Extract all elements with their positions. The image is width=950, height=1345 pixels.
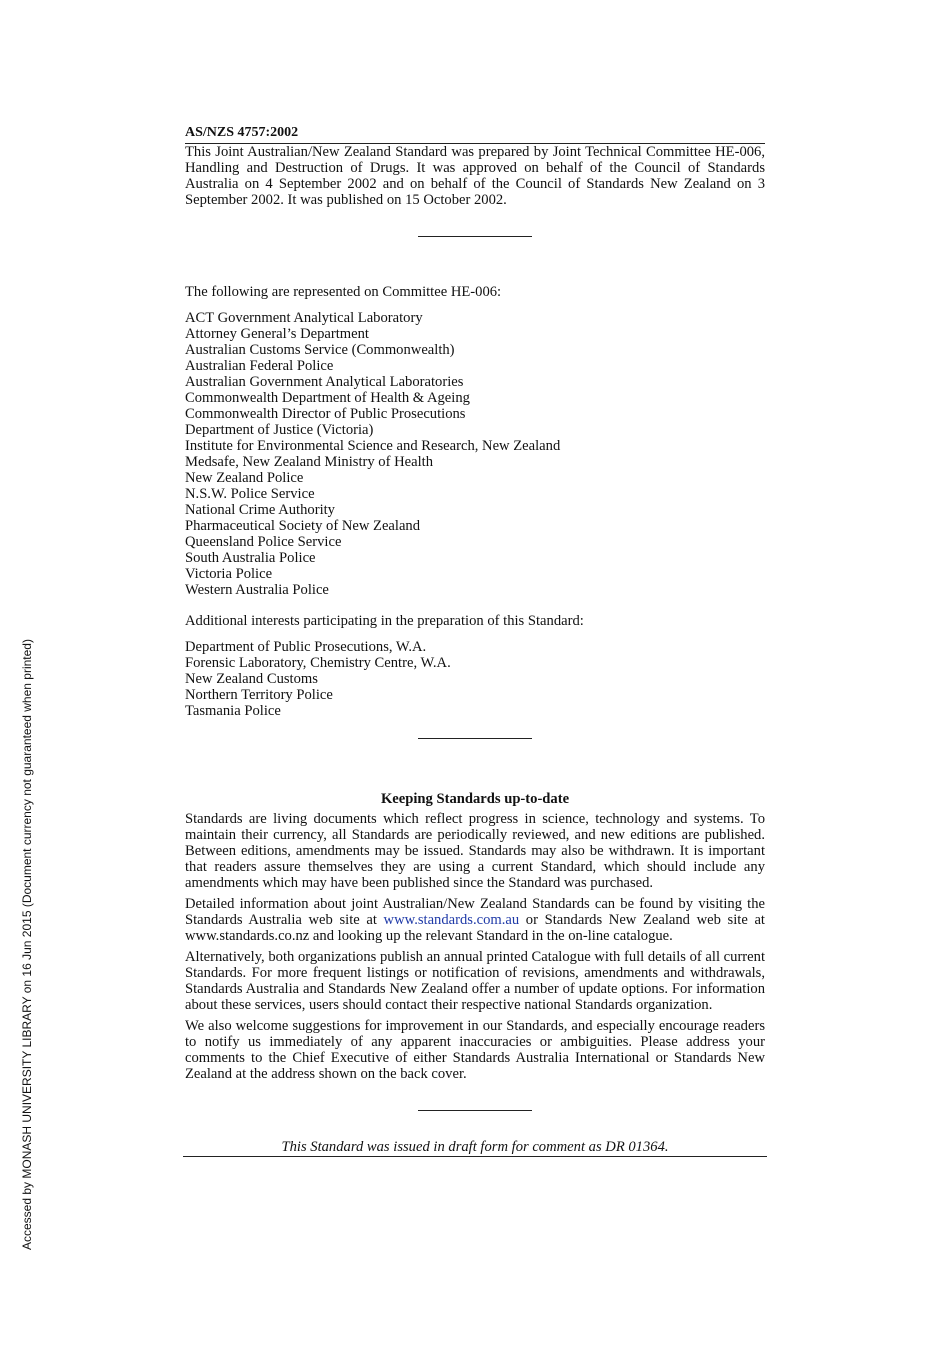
list-item: Department of Justice (Victoria) — [185, 422, 374, 438]
draft-note: This Standard was issued in draft form for comment as DR 01364. — [281, 1139, 669, 1155]
list-item: Australian Customs Service (Commonwealth) — [185, 342, 455, 358]
list-item: Tasmania Police — [185, 703, 281, 719]
list-item: National Crime Authority — [185, 502, 335, 518]
list-item: N.S.W. Police Service — [185, 486, 315, 502]
access-watermark: Accessed by MONASH UNIVERSITY LIBRARY on 16 Jun 2015 (Document currency not guaranteed when printed) — [20, 639, 34, 1250]
additional-members-list — [185, 639, 765, 719]
list-item: Commonwealth Director of Public Prosecutions — [185, 406, 466, 422]
list-item: Forensic Laboratory, Chemistry Centre, W.A. — [185, 655, 451, 671]
committee-members-list — [185, 310, 765, 598]
section-divider — [418, 738, 532, 739]
list-item: ACT Government Analytical Laboratory — [185, 310, 423, 326]
list-item: Northern Territory Police — [185, 687, 333, 703]
list-item: Australian Government Analytical Laboratories — [185, 374, 464, 390]
standard-code: AS/NZS 4757:2002 — [185, 125, 299, 140]
intro-paragraph: This Joint Australian/New Zealand Standard was prepared by Joint Technical Committee HE-006, Handling and Destruction of Drugs. It was approved on behalf of the Council of Standards Australia on 4 September 2002 and on behalf of the Council of Standards New Zealand on 3 September 2002. It was published on 15 October 2002. — [185, 144, 765, 208]
list-item: New Zealand Customs — [185, 671, 318, 687]
document-page — [185, 124, 765, 1157]
list-item: New Zealand Police — [185, 470, 304, 486]
list-item: South Australia Police — [185, 550, 316, 566]
list-item: Medsafe, New Zealand Ministry of Health — [185, 454, 434, 470]
additional-intro: Additional interests participating in the preparation of this Standard: — [185, 613, 584, 629]
section-divider — [418, 236, 532, 237]
list-item: Victoria Police — [185, 566, 273, 582]
keeping-paragraph-2-text-end: or Standards New Zealand web site at www.standards.co.nz and looking up the relevant Standard in the on-line catalogue. — [185, 912, 765, 944]
keeping-paragraph-4: We also welcome suggestions for improvement in our Standards, and especially encourage readers to notify us immediately of any apparent inaccuracies or ambiguities. Please address your comments to the Chief Executive of either Standards Australia International or Standards New Zealand at the address shown on the back cover. — [185, 1018, 765, 1082]
keeping-heading: Keeping Standards up-to-date — [380, 791, 570, 807]
list-item: Attorney General’s Department — [185, 326, 369, 342]
keeping-paragraph-2-text: Detailed information about joint Australian/New Zealand Standards can be found by visiting the Standards Australia web site at — [185, 896, 765, 928]
footer-rule — [183, 1156, 767, 1157]
standards-australia-link[interactable]: www.standards.com.au — [383, 912, 520, 928]
list-item: Pharmaceutical Society of New Zealand — [185, 518, 421, 534]
list-item: Western Australia Police — [185, 582, 329, 598]
list-item: Queensland Police Service — [185, 534, 342, 550]
keeping-paragraph-1: Standards are living documents which reflect progress in science, technology and systems. To maintain their currency, all Standards are periodically reviewed, and new editions are published. Between editions, amendments may be issued. Standards may also be withdrawn. It is important that readers assure themselves they are using a current Standard, which should include any amendments which may have been published since the Standard was purchased. — [185, 811, 765, 891]
keeping-paragraph-2 — [185, 896, 765, 944]
list-item: Institute for Environmental Science and Research, New Zealand — [185, 438, 561, 454]
committee-intro: The following are represented on Committee HE-006: — [185, 284, 502, 300]
keeping-paragraph-3: Alternatively, both organizations publish an annual printed Catalogue with full details of all current Standards. For more frequent listings or notification of revisions, amendments and withdrawals, Standards Australia and Standards New Zealand offer a number of update options. For information about these services, users should contact their respective national Standards organization. — [185, 949, 765, 1013]
list-item: Department of Public Prosecutions, W.A. — [185, 639, 427, 655]
list-item: Commonwealth Department of Health & Ageing — [185, 390, 470, 406]
section-divider — [418, 1110, 532, 1111]
list-item: Australian Federal Police — [185, 358, 334, 374]
